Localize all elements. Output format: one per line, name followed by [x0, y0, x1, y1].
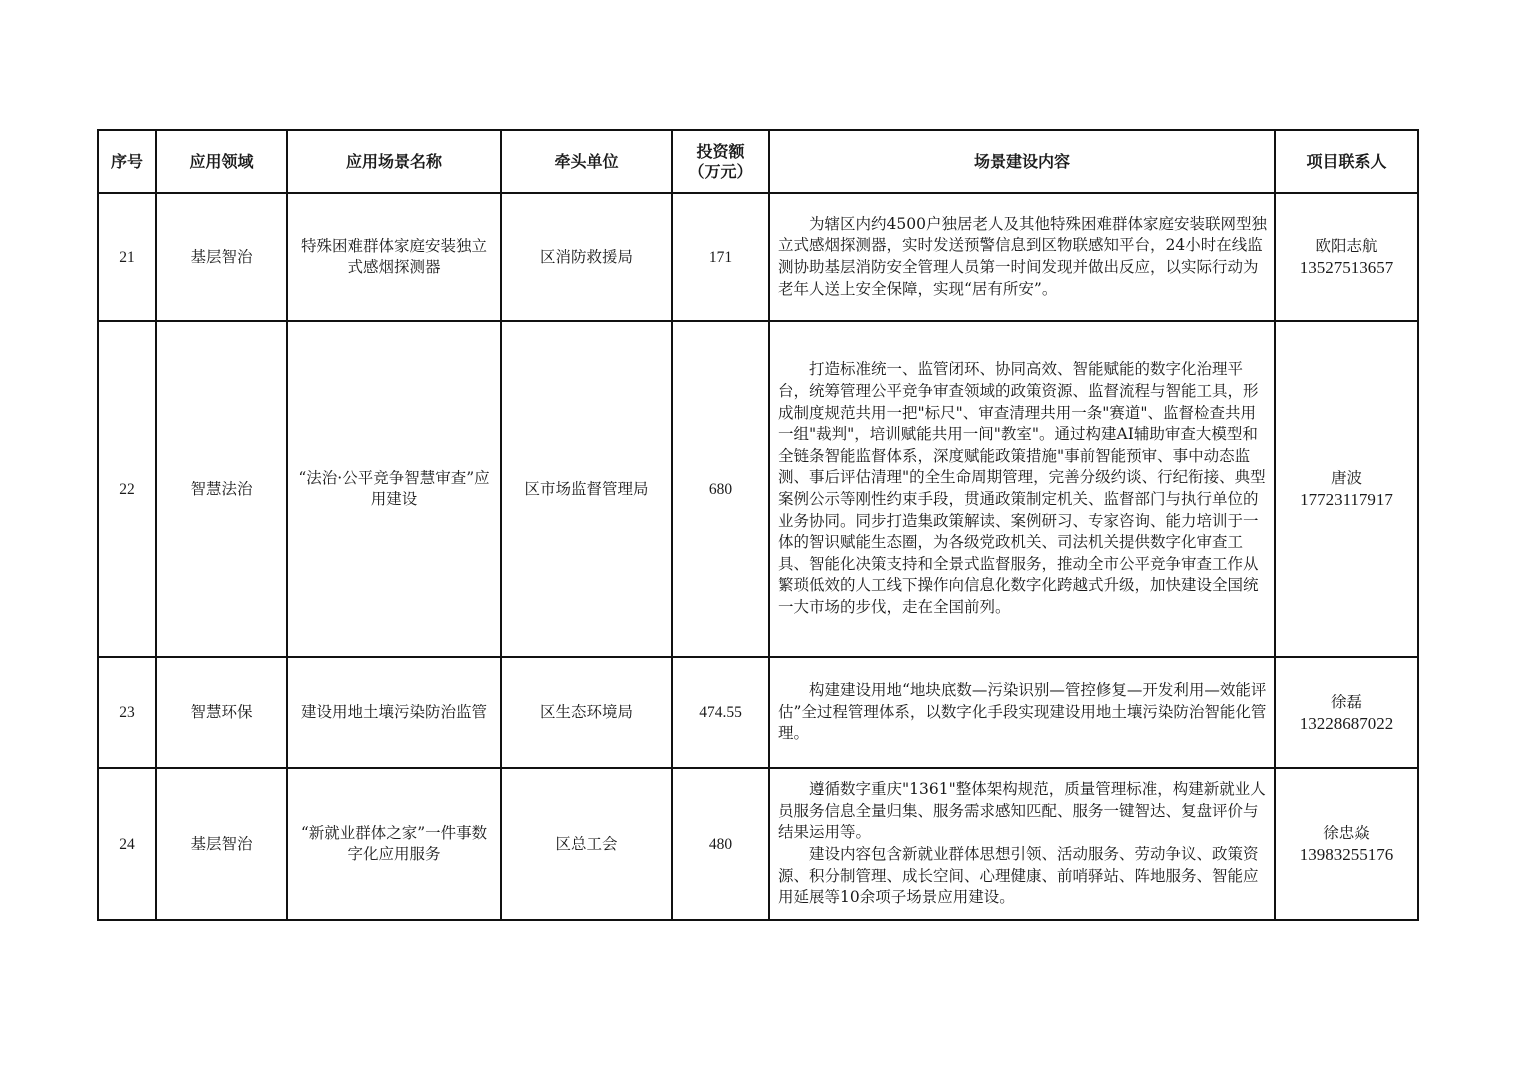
row-index: 21 [98, 193, 156, 321]
contact-name: 徐磊 [1330, 692, 1362, 711]
content-paragraph: 为辖区内约4500户独居老人及其他特殊困难群体家庭安装联网型独立式感烟探测器，实时发送预警信息到区物联感知平台，24小时在线监测协助基层消防安全管理人员第一时间发现并做出反应，以实际行动为老年人送上安全保障，实现“居有所安”。 [778, 214, 1267, 298]
contact-phone: 13527513657 [1299, 258, 1394, 277]
scene-name-text: 特殊困难群体家庭安装独立式感烟探测器 [300, 237, 487, 276]
content-text [770, 359, 1274, 618]
row-domain: 基层智治 [156, 193, 287, 321]
header-scene-name: 应用场景名称 [287, 130, 501, 193]
row-content [769, 657, 1275, 768]
row-investment: 480 [672, 768, 769, 920]
scene-name-text: “新就业群体之家”一件事数字化应用服务 [300, 824, 488, 863]
header-content: 场景建设内容 [769, 130, 1275, 193]
project-table [97, 129, 1419, 921]
row-domain: 智慧法治 [156, 321, 287, 657]
row-investment: 474.55 [672, 657, 769, 768]
row-content [769, 193, 1275, 321]
contact-phone: 13228687022 [1299, 713, 1394, 733]
contact-phone: 17723117917 [1300, 490, 1393, 509]
row-contact [1275, 657, 1418, 768]
content-text [770, 214, 1274, 300]
content-paragraph: 建设内容包含新就业群体思想引领、活动服务、劳动争议、政策资源、积分制管理、成长空间、心理健康、前哨驿站、阵地服务、智能应用延展等10余项子场景应用建设。 [778, 845, 1259, 907]
header-lead-unit: 牵头单位 [501, 130, 672, 193]
contact-phone: 13983255176 [1299, 845, 1394, 864]
header-investment [672, 130, 769, 193]
header-index: 序号 [98, 130, 156, 193]
row-scene-name [287, 768, 501, 920]
row-domain: 基层智治 [156, 768, 287, 920]
content-text [770, 779, 1274, 909]
content-paragraph: 遵循数字重庆"1361"整体架构规范，质量管理标准，构建新就业人员服务信息全量归集、服务需求感知匹配、服务一键智达、复盘评价与结果运用等。 [778, 780, 1266, 842]
row-lead-unit: 区市场监督管理局 [501, 321, 672, 657]
row-contact [1275, 321, 1418, 657]
contact-name: 欧阳志航 [1315, 237, 1378, 255]
row-lead-unit: 区总工会 [501, 768, 672, 920]
row-domain: 智慧环保 [156, 657, 287, 768]
row-scene-name [287, 193, 501, 321]
content-paragraph: 构建建设用地“地块底数—污染识别—管控修复—开发利用—效能评估”全过程管理体系，以数字化手段实现建设用地土壤污染防治智能化管理。 [778, 681, 1267, 743]
row-investment: 680 [672, 321, 769, 657]
contact-name: 唐波 [1330, 469, 1362, 487]
header-row [98, 130, 1418, 193]
header-domain: 应用领域 [156, 130, 287, 193]
scene-name-text: 建设用地土壤污染防治监管 [300, 703, 487, 721]
row-contact [1275, 768, 1418, 920]
row-content [769, 321, 1275, 657]
contact-name: 徐忠焱 [1323, 824, 1370, 842]
row-content [769, 768, 1275, 920]
row-scene-name [287, 321, 501, 657]
table-row [98, 193, 1418, 321]
row-index: 23 [98, 657, 156, 768]
row-investment: 171 [672, 193, 769, 321]
row-index: 22 [98, 321, 156, 657]
header-investment-line2: （万元） [688, 161, 753, 181]
table-row [98, 321, 1418, 657]
row-scene-name [287, 657, 501, 768]
table-row [98, 768, 1418, 920]
row-index: 24 [98, 768, 156, 920]
row-lead-unit: 区消防救援局 [501, 193, 672, 321]
scene-name-text: “法治·公平竞争智慧审查”应用建设 [298, 469, 490, 508]
row-contact [1275, 193, 1418, 321]
header-contact: 项目联系人 [1275, 130, 1418, 193]
content-paragraph: 打造标准统一、监管闭环、协同高效、智能赋能的数字化治理平台，统筹管理公平竞争审查领域的政策资源、监督流程与智能工具，形成制度规范共用一把"标尺"、审查清理共用一条"赛道"、监督检查共用一组"裁判"，培训赋能共用一间"教室"。通过构建AI辅助审查大模型和全链条智能监督体系，深度赋能政策措施"事前智能预审、事中动态监测、事后评估清理"的全生命周期管理，完善分级约谈、行纪衔接、典型案例公示等刚性约束手段，贯通政策制定机关、监督部门与执行单位的业务协同。同步打造集政策解读、案例研习、专家咨询、能力培训于一体的智识赋能生态圈，为各级党政机关、司法机关提供数字化审查工具、智能化决策支持和全景式监督服务，推动全市公平竞争审查工作从繁琐低效的人工线下操作向信息化数字化跨越式升级，加快建设全国统一大市场的步伐，走在全国前列。 [778, 360, 1266, 616]
content-text [770, 680, 1274, 745]
row-lead-unit: 区生态环境局 [501, 657, 672, 768]
header-investment-line1: 投资额 [696, 141, 745, 161]
table-row [98, 657, 1418, 768]
